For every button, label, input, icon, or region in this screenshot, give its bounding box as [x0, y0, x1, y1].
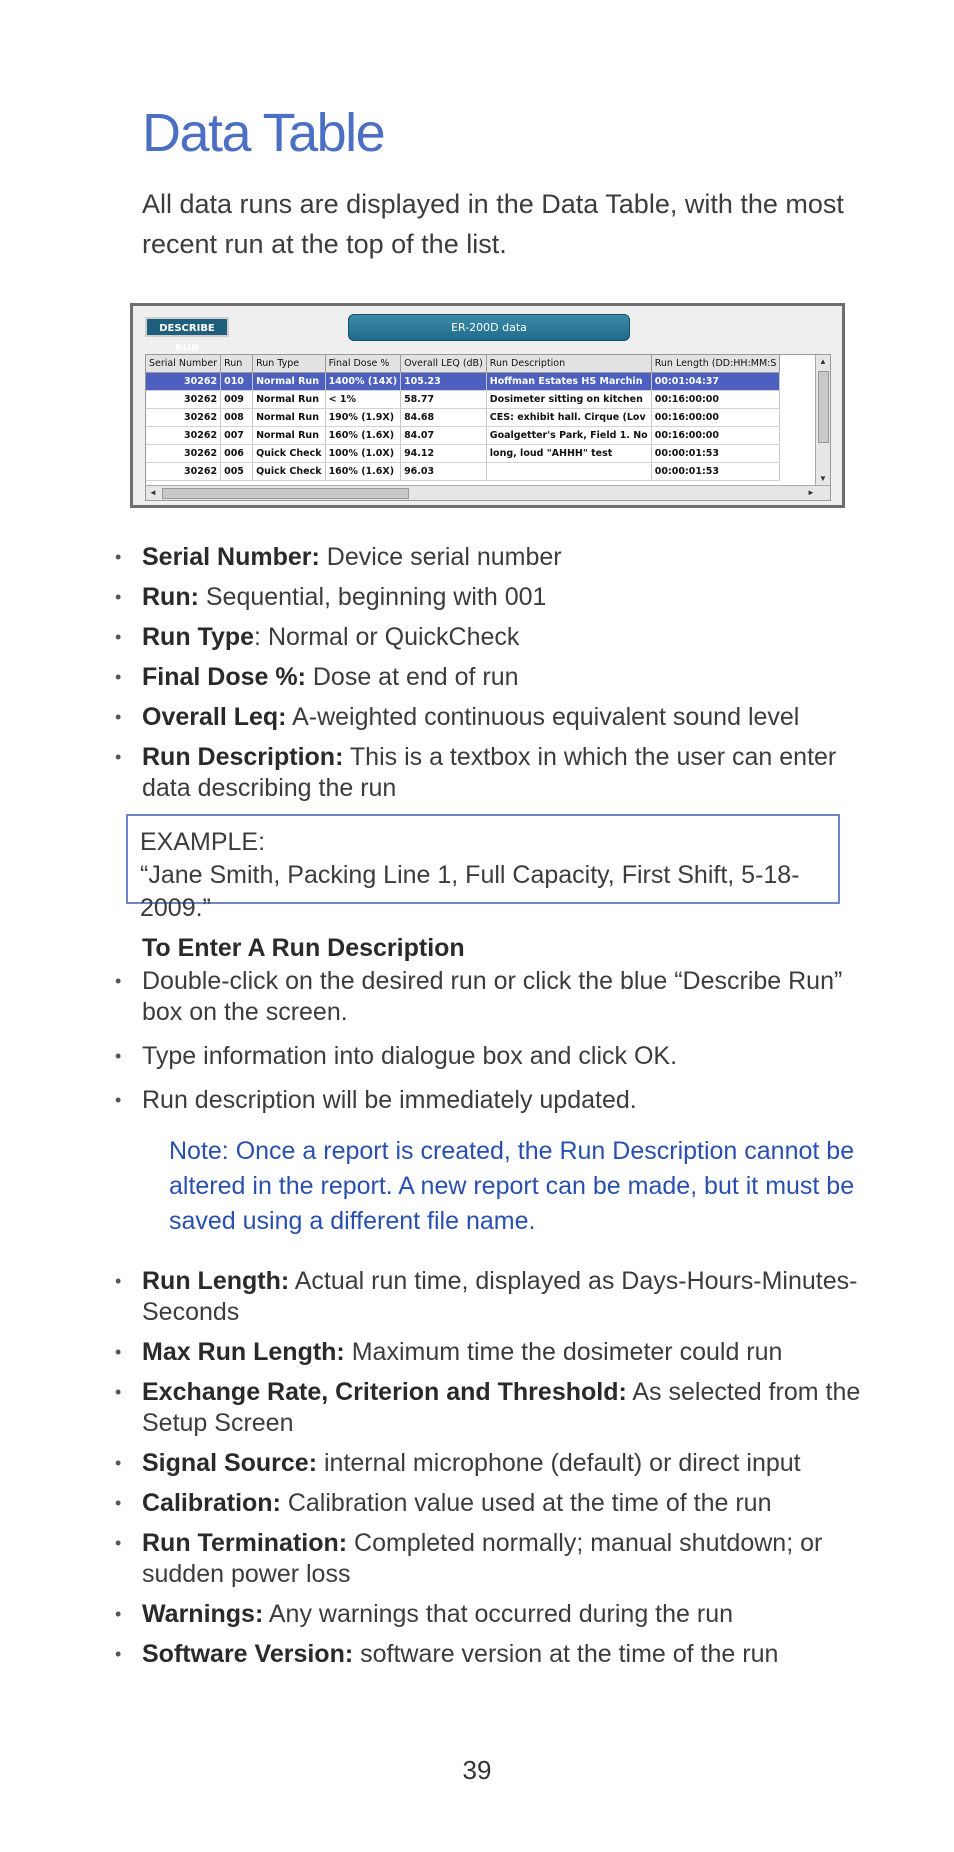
- table-cell: Quick Check: [253, 463, 325, 481]
- scroll-left-icon[interactable]: ◄: [149, 488, 157, 497]
- field-term: Warnings:: [142, 1600, 264, 1628]
- column-header[interactable]: Run Length (DD:HH:MM:S: [651, 355, 780, 373]
- scroll-right-icon[interactable]: ►: [807, 488, 815, 497]
- table-cell: 008: [221, 409, 253, 427]
- field-description: This is a textbox in which the user can enter data describing the run: [142, 743, 837, 802]
- list-item: • Run description will be immediately updated.: [142, 1085, 882, 1116]
- list-item: • Double-click on the desired run or click the blue “Describe Run” box on the screen.: [142, 966, 882, 1028]
- field-description: Completed normally; manual shutdown; or sudden power loss: [142, 1529, 823, 1588]
- list-item: [142, 622, 882, 653]
- field-description: internal microphone (default) or direct input: [317, 1449, 801, 1477]
- field-description: Maximum time the dosimeter could run: [344, 1338, 783, 1366]
- list-item: [142, 1639, 882, 1670]
- page-title: Data Table: [142, 103, 385, 163]
- field-term: Signal Source:: [142, 1449, 318, 1477]
- table-cell: 00:16:00:00: [651, 391, 780, 409]
- list-item: [142, 542, 882, 573]
- table-header-row: [146, 355, 780, 373]
- table-row[interactable]: [146, 463, 780, 481]
- table-cell: Normal Run: [253, 391, 325, 409]
- field-description: Sequential, beginning with 001: [198, 583, 547, 611]
- table-body: [146, 373, 780, 481]
- table-cell: 84.07: [401, 427, 487, 445]
- table-cell: 007: [221, 427, 253, 445]
- horizontal-scrollbar[interactable]: [146, 485, 831, 500]
- field-term: Software Version:: [142, 1640, 354, 1668]
- horizontal-scroll-thumb[interactable]: [162, 488, 409, 499]
- field-description: A-weighted continuous equivalent sound level: [286, 703, 800, 731]
- table-cell: 006: [221, 445, 253, 463]
- table-cell: [486, 463, 651, 481]
- table-cell: 30262: [146, 373, 221, 391]
- field-term: Overall Leq:: [142, 703, 287, 731]
- list-item: [142, 1448, 882, 1479]
- table-cell: 009: [221, 391, 253, 409]
- column-header[interactable]: Run Type: [253, 355, 325, 373]
- table-cell: 84.68: [401, 409, 487, 427]
- list-item: [142, 1377, 882, 1439]
- table-row[interactable]: [146, 427, 780, 445]
- field-term: Serial Number:: [142, 543, 320, 571]
- field-term: Calibration:: [142, 1489, 281, 1517]
- note-text: Note: Once a report is created, the Run Description cannot be altered in the report. A new report can be made, but it must be saved using a different file name.: [169, 1137, 855, 1235]
- table-cell: < 1%: [325, 391, 401, 409]
- table-cell: 00:00:01:53: [651, 445, 780, 463]
- column-header[interactable]: Overall LEQ (dB): [401, 355, 487, 373]
- table-cell: 30262: [146, 463, 221, 481]
- vertical-scrollbar[interactable]: [815, 355, 830, 486]
- field-description: Actual run time, displayed as Days-Hours-Minutes-Seconds: [142, 1267, 858, 1326]
- field-term: Run Description:: [142, 743, 344, 771]
- table-cell: Quick Check: [253, 445, 325, 463]
- table-cell: 96.03: [401, 463, 487, 481]
- table-cell: CES: exhibit hall. Cirque (Lov: [486, 409, 651, 427]
- table-cell: 160% (1.6X): [325, 463, 401, 481]
- list-item: [142, 662, 882, 693]
- table-cell: Normal Run: [253, 409, 325, 427]
- table-cell: 00:01:04:37: [651, 373, 780, 391]
- table-cell: 005: [221, 463, 253, 481]
- example-text: “Jane Smith, Packing Line 1, Full Capacity, First Shift, 5-18-2009.”: [140, 861, 800, 922]
- field-term: Run Length:: [142, 1267, 290, 1295]
- scroll-up-icon[interactable]: ▲: [819, 357, 827, 366]
- runs-grid: [145, 354, 831, 501]
- table-cell: 00:16:00:00: [651, 427, 780, 445]
- list-item: [142, 1488, 882, 1519]
- table-cell: 190% (1.9X): [325, 409, 401, 427]
- table-row[interactable]: [146, 409, 780, 427]
- table-cell: 1400% (14X): [325, 373, 401, 391]
- table-row[interactable]: [146, 445, 780, 463]
- list-item: [142, 702, 882, 733]
- intro-paragraph: All data runs are displayed in the Data Table, with the most recent run at the top of the list.: [142, 189, 844, 259]
- field-description: : Normal or QuickCheck: [254, 623, 520, 651]
- vertical-scroll-thumb[interactable]: [818, 371, 829, 443]
- field-list-primary: [142, 542, 882, 813]
- table-cell: 58.77: [401, 391, 487, 409]
- table-cell: 94.12: [401, 445, 487, 463]
- data-table-window: [130, 303, 845, 508]
- field-description: software version at the time of the run: [353, 1640, 779, 1668]
- list-item: [142, 1266, 882, 1328]
- list-item: [142, 582, 882, 613]
- field-description: Dose at end of run: [305, 663, 519, 691]
- column-header[interactable]: Run Description: [486, 355, 651, 373]
- column-header[interactable]: Run: [221, 355, 253, 373]
- field-description: As selected from the Setup Screen: [142, 1378, 861, 1437]
- table-cell: 105.23: [401, 373, 487, 391]
- table-cell: 010: [221, 373, 253, 391]
- table-row[interactable]: [146, 391, 780, 409]
- scroll-down-icon[interactable]: ▼: [819, 474, 827, 483]
- field-term: Run:: [142, 583, 199, 611]
- field-term: Final Dose %:: [142, 663, 306, 691]
- field-term: Max Run Length:: [142, 1338, 345, 1366]
- column-header[interactable]: Final Dose %: [325, 355, 401, 373]
- steps-list: [142, 966, 882, 1129]
- example-box: [126, 814, 840, 922]
- example-label: EXAMPLE:: [140, 828, 266, 856]
- table-cell: 100% (1.0X): [325, 445, 401, 463]
- table-cell: 30262: [146, 391, 221, 409]
- column-header[interactable]: Serial Number: [146, 355, 221, 373]
- window-title-bar: ER-200D data: [348, 314, 630, 341]
- table-cell: 00:00:01:53: [651, 463, 780, 481]
- field-term: Run Type: [142, 623, 255, 651]
- runs-table: [146, 355, 780, 481]
- field-term: Run Termination:: [142, 1529, 348, 1557]
- table-row[interactable]: [146, 373, 780, 391]
- enter-description-heading: To Enter A Run Description: [142, 934, 465, 962]
- field-description: Device serial number: [319, 543, 562, 571]
- table-cell: 30262: [146, 445, 221, 463]
- field-term: Exchange Rate, Criterion and Threshold:: [142, 1378, 627, 1406]
- field-description: Calibration value used at the time of the run: [280, 1489, 772, 1517]
- describe-run-button[interactable]: DESCRIBE RUN: [145, 317, 229, 337]
- table-cell: Dosimeter sitting on kitchen: [486, 391, 651, 409]
- table-cell: 160% (1.6X): [325, 427, 401, 445]
- table-cell: Hoffman Estates HS Marchin: [486, 373, 651, 391]
- table-cell: long, loud "AHHH" test: [486, 445, 651, 463]
- list-item: [142, 742, 882, 804]
- list-item: [142, 1337, 882, 1368]
- list-item: [142, 1528, 882, 1590]
- page-number: 39: [462, 1755, 492, 1785]
- table-cell: 30262: [146, 427, 221, 445]
- table-cell: 30262: [146, 409, 221, 427]
- table-cell: Normal Run: [253, 373, 325, 391]
- table-cell: Normal Run: [253, 427, 325, 445]
- field-description: Any warnings that occurred during the run: [263, 1600, 734, 1628]
- table-cell: Goalgetter's Park, Field 1. No: [486, 427, 651, 445]
- list-item: [142, 1599, 882, 1630]
- list-item: • Type information into dialogue box and click OK.: [142, 1041, 882, 1072]
- field-list-secondary: [142, 1266, 882, 1679]
- table-cell: 00:16:00:00: [651, 409, 780, 427]
